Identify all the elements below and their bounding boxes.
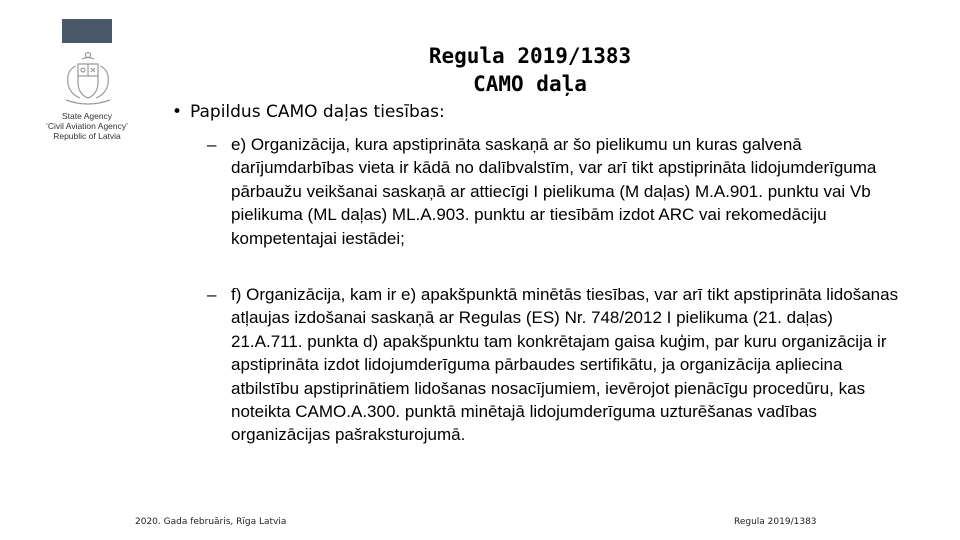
agency-line: State Agency [61, 111, 113, 121]
list-item [207, 283, 907, 447]
agency-line: ‘Civil Aviation Agency’ [45, 121, 129, 131]
bullet-text: Papildus CAMO daļas tiesības: [190, 102, 445, 122]
list-item-text: f) Organizācija, kam ir e) apakšpunktā minētās tiesības, var arī tikt apstiprināta lidošanas atļaujas izdošanai saskaņā ar Regulas (ES) Nr. 748/2012 I pielikuma (21. daļas) 21.A.711. punkta d) apakšpunktu tam konkrētajam gaisa kuģim, par kuru organizācija ir apstiprināta izdot lidojumderīguma pārbaudes sertifikātu, ja organizācija apliecina atbilstību apstiprinātiem lidošanas nosacījumiem, ievērojot pienācīgu procedūru, kas noteikta CAMO.A.300. punktā minētajā lidojumderīguma uzturēšanas vadības organizācijas pašraksturojumā. [231, 285, 899, 445]
logo-bar [62, 19, 112, 43]
list-item-text: e) Organizācija, kura apstiprināta saskaņā ar šo pielikumu un kuras galvenā darījumdarbības vieta ir kādā no dalībvalstīm, var arī tikt apstiprināta lidojumderīguma pārbaužu veikšanai saskaņā ar attiecīgi I pielikuma (M daļas) M.A.901. punktu vai Vb pielikuma (ML daļas) ML.A.903. punktu ar tiesībām izdot ARC vai rekomedāciju kompetentajai iestādei; [231, 135, 877, 248]
bullet-icon: • [172, 102, 183, 122]
slide-title [395, 42, 665, 98]
footer-reference: Regula 2019/1383 [734, 517, 817, 527]
dash-marker: – [207, 135, 217, 154]
bullet-heading [172, 102, 445, 122]
agency-line: Republic of Latvia [53, 131, 121, 141]
dash-marker: – [207, 285, 217, 304]
agency-name [22, 111, 152, 141]
coat-of-arms-icon [58, 50, 118, 106]
list-item [207, 133, 907, 250]
title-line-1: Regula 2019/1383 [428, 44, 632, 68]
title-line-2: CAMO daļa [473, 72, 587, 96]
footer-date: 2020. Gada februāris, Rīga Latvia [135, 517, 287, 527]
